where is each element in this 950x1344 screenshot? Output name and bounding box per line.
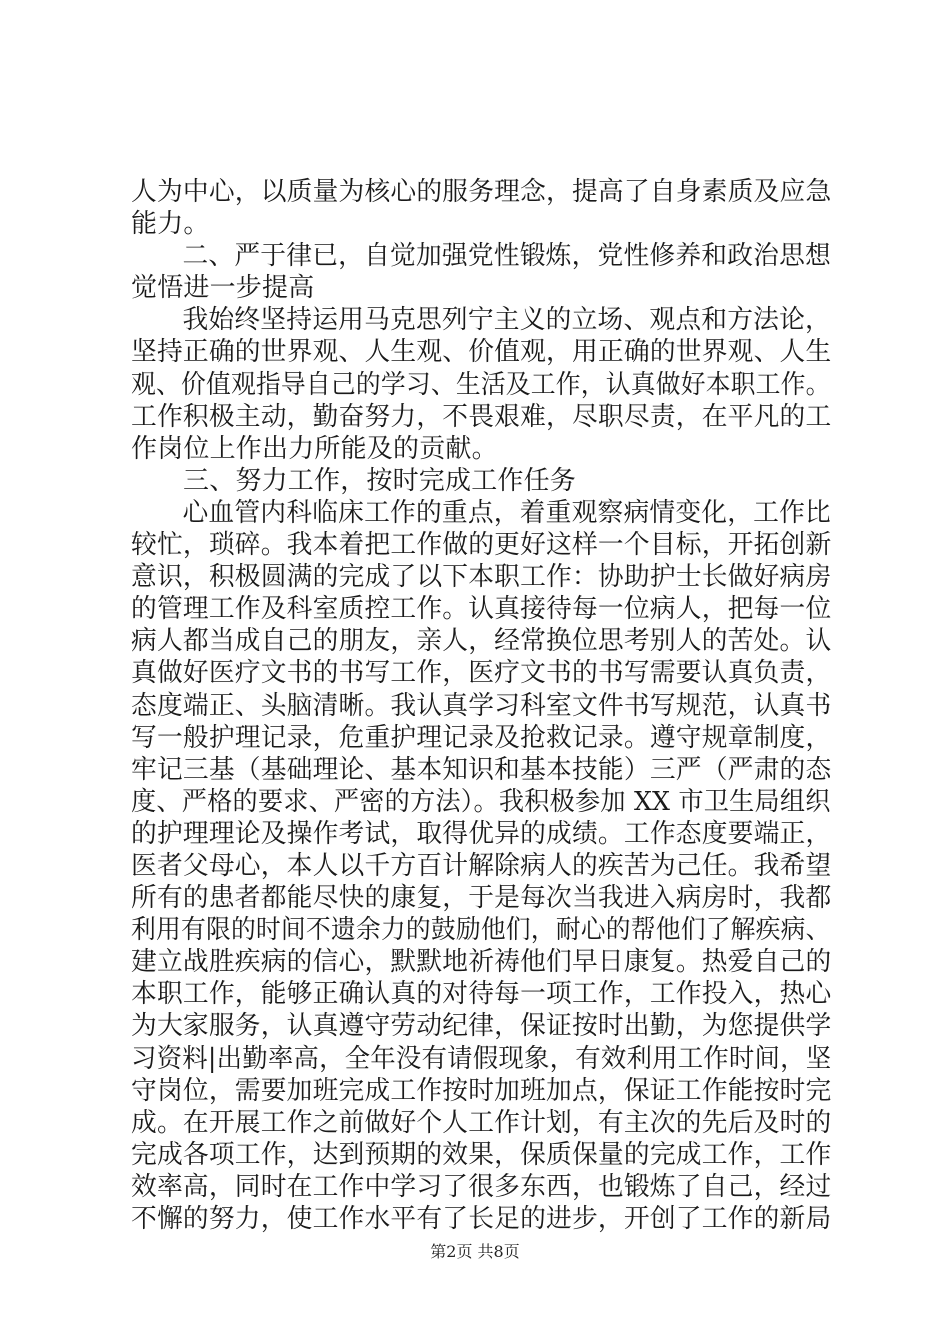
text-line: 病人都当成自己的朋友，亲人，经常换位思考别人的苦处。认	[131, 626, 832, 657]
text-line: 的管理工作及科室质控工作。认真接待每一位病人，把每一位	[131, 594, 832, 625]
text-line: 的护理理论及操作考试，取得优异的成绩。工作态度要端正，	[131, 818, 832, 849]
text-line: 所有的患者都能尽快的康复，于是每次当我进入病房时，我都	[131, 883, 832, 914]
text-line: 成。在开展工作之前做好个人工作计划，有主次的先后及时的	[131, 1107, 832, 1138]
section-heading-3: 三、努力工作，按时完成工作任务	[183, 465, 577, 496]
text-line: 观、价值观指导自己的学习、生活及工作，认真做好本职工作。	[131, 369, 831, 400]
document-body	[131, 176, 831, 1235]
text-line: 写一般护理记录，危重护理记录及抢救记录。遵守规章制度，	[131, 722, 832, 753]
text-line: 人为中心，以质量为核心的服务理念，提高了自身素质及应急	[131, 177, 832, 207]
page-footer	[0, 1242, 950, 1262]
text-line: 为大家服务，认真遵守劳动纪律，保证按时出勤，为您提供学	[131, 1011, 832, 1042]
section-heading-2: 二、严于律已，自觉加强党性锻炼，党性修养和政治思想	[182, 241, 832, 272]
text-line: 态度端正、头脑清晰。我认真学习科室文件书写规范，认真书	[131, 690, 832, 721]
text-line: 牢记三基（基础理论、基本知识和基本技能）三严（严肃的态	[131, 754, 832, 785]
text-line: 度、严格的要求、严密的方法）。我积极参加 XX 市卫生局组织	[131, 786, 831, 817]
text-line: 不懈的努力，使工作水平有了长足的进步，开创了工作的新局	[131, 1204, 832, 1234]
paragraph-start: 我始终坚持运用马克思列宁主义的立场、观点和方法论，	[182, 305, 832, 336]
text-line: 利用有限的时间不遗余力的鼓励他们，耐心的帮他们了解疾病、	[131, 915, 831, 946]
text-line: 作岗位上作出力所能及的贡献。	[131, 433, 498, 464]
section-heading-2-cont: 觉悟进一步提高	[131, 273, 315, 304]
text-line: 能力。	[131, 209, 210, 240]
text-line: 意识，积极圆满的完成了以下本职工作：协助护士长做好病房	[131, 562, 832, 593]
text-line: 完成各项工作，达到预期的效果，保质保量的完成工作，工作	[131, 1139, 832, 1170]
text-line: 守岗位，需要加班完成工作按时加班加点，保证工作能按时完	[131, 1075, 832, 1106]
text-line: 医者父母心，本人以千方百计解除病人的疾苦为己任。我希望	[131, 850, 832, 881]
paragraph-start: 心血管内科临床工作的重点，着重观察病情变化，工作比	[182, 497, 832, 528]
text-line: 本职工作，能够正确认真的对待每一项工作，工作投入，热心	[131, 979, 832, 1010]
text-line: 建立战胜疾病的信心，默默地祈祷他们早日康复。热爱自己的	[131, 947, 832, 978]
text-line: 真做好医疗文书的书写工作，医疗文书的书写需要认真负责，	[131, 658, 832, 689]
page-number: 第2页 共8页	[430, 1242, 520, 1261]
text-line: 习资料|出勤率高，全年没有请假现象，有效利用工作时间，坚	[131, 1043, 832, 1074]
text-line: 工作积极主动，勤奋努力，不畏艰难，尽职尽责，在平凡的工	[131, 401, 832, 432]
text-line: 较忙，琐碎。我本着把工作做的更好这样一个目标，开拓创新	[131, 530, 832, 561]
text-line: 坚持正确的世界观、人生观、价值观，用正确的世界观、人生	[131, 337, 832, 368]
text-line: 效率高，同时在工作中学习了很多东西，也锻炼了自己，经过	[131, 1171, 832, 1202]
